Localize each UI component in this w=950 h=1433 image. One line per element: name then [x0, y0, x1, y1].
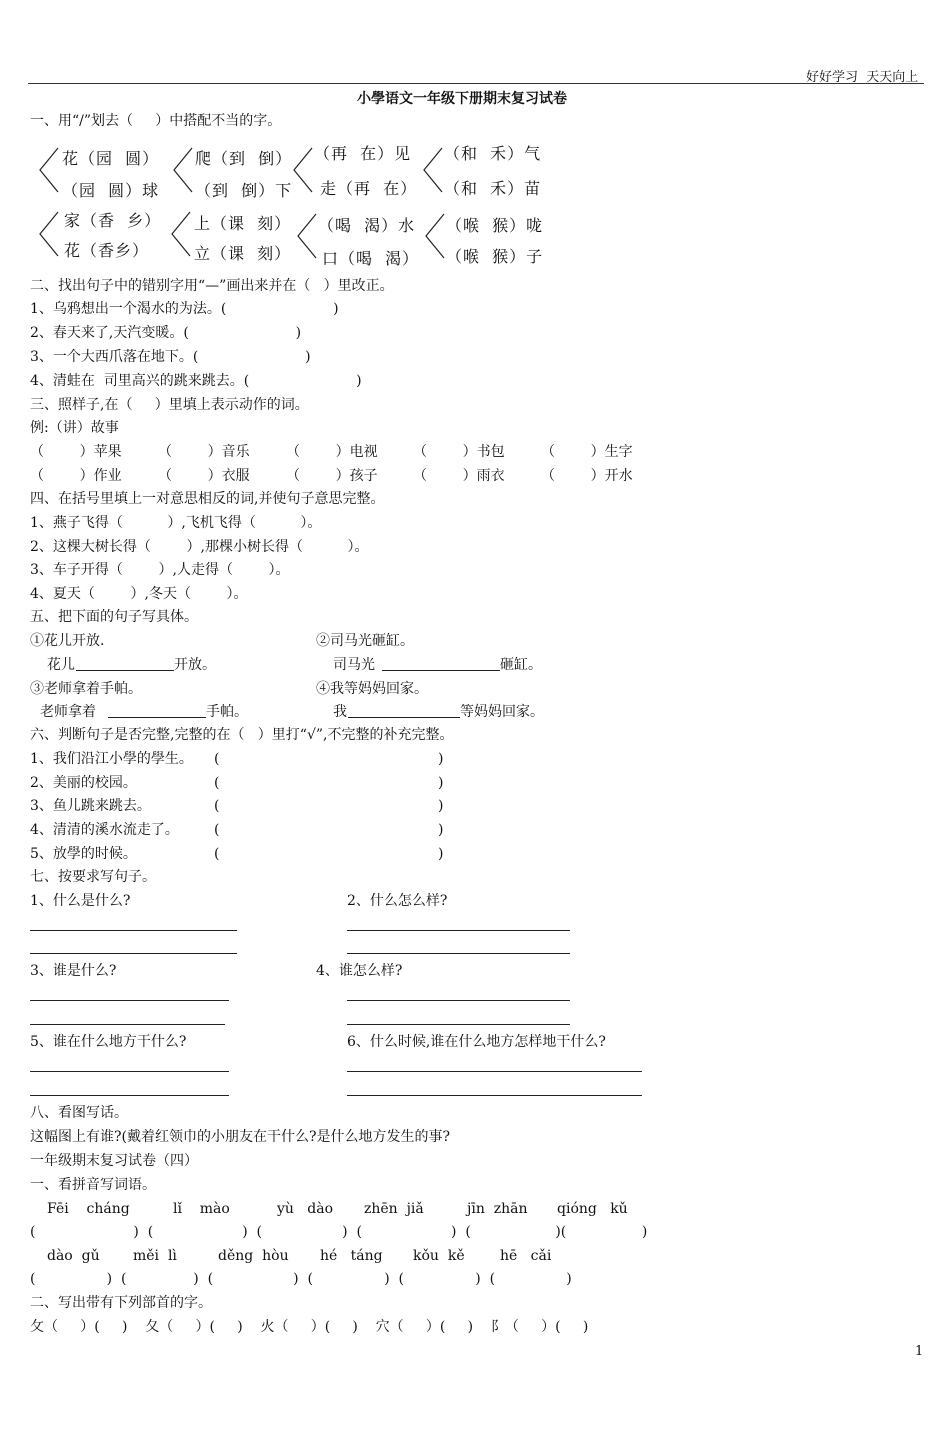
s2-item-3: 3、一个大西爪落在地下。( ) — [30, 349, 311, 365]
s5-a3-blank[interactable] — [108, 717, 206, 718]
s5-q2: ②司马光砸缸。 — [316, 633, 414, 649]
part2-title: 一年级期末复习试卷（四） — [30, 1153, 198, 1169]
s6-close-5: ) — [438, 846, 444, 862]
page-number: 1 — [915, 1344, 924, 1359]
group4-bottom: （和 禾）苗 — [444, 179, 542, 198]
s5-a2-start: 司马光 — [333, 657, 375, 673]
pinyin-1-4: zhēn jiǎ — [364, 1201, 424, 1217]
section5-title: 五、把下面的句子写具体。 — [30, 609, 198, 625]
s7-q6: 6、什么时候,谁在什么地方怎样地干什么? — [347, 1034, 606, 1050]
pinyin-1-6: qióng kǔ — [557, 1201, 628, 1217]
s7-line-3b[interactable] — [30, 1024, 225, 1025]
group3-bottom: 走（再 在） — [320, 179, 418, 198]
s4-item-2: 2、这棵大树长得（ ）,那棵小树长得（ ）。 — [30, 539, 369, 555]
pinyin-2-4: hé táng — [320, 1248, 383, 1264]
s6-open-4: ( — [214, 822, 220, 838]
pinyin-1-2: lǐ mào — [173, 1201, 230, 1217]
s7-q2: 2、什么怎么样? — [347, 893, 448, 909]
s3-r2-5: （ ）开水 — [541, 468, 633, 484]
part2-s2-title: 二、写出带有下列部首的字。 — [30, 1295, 212, 1311]
s6-item-3: 3、鱼儿跳来跳去。 — [30, 798, 151, 814]
s3-r1-1: （ ）苹果 — [30, 444, 122, 460]
s6-open-3: ( — [214, 798, 220, 814]
s5-a1-start: 花儿 — [47, 657, 75, 673]
s7-line-6a[interactable] — [347, 1071, 642, 1072]
group3-top: （再 在）见 — [314, 144, 412, 163]
s2-item-2: 2、春天来了,天汽变暖。( ) — [30, 325, 302, 341]
s7-line-1a[interactable] — [30, 930, 237, 931]
s7-q5: 5、谁在什么地方干什么? — [30, 1034, 187, 1050]
group6-bottom: 立（课 刻） — [194, 244, 292, 263]
section6-title: 六、判断句子是否完整,完整的在（ ）里打“√”,不完整的补充完整。 — [30, 727, 454, 743]
s7-line-1b[interactable] — [30, 953, 237, 954]
group7-bottom: 口（喝 渴） — [322, 249, 420, 268]
pinyin-1-5: jīn zhān — [467, 1201, 528, 1217]
s7-q1: 1、什么是什么? — [30, 893, 131, 909]
header-motto: 好好学习 天天向上 — [806, 70, 919, 85]
s5-a4-end: 等妈妈回家。 — [460, 704, 544, 720]
s6-item-4: 4、清清的溪水流走了。 — [30, 822, 179, 838]
s3-r2-4: （ ）雨衣 — [413, 468, 505, 484]
s5-a1-blank[interactable] — [76, 670, 174, 671]
s6-item-1: 1、我们沿江小學的學生。 — [30, 751, 193, 767]
s4-item-4: 4、夏天（ ）,冬天（ ）。 — [30, 586, 248, 602]
s4-item-3: 3、车子开得（ ）,人走得（ ）。 — [30, 562, 290, 578]
section4-title: 四、在括号里填上一对意思相反的词,并使句子意思完整。 — [30, 491, 385, 507]
s3-r2-3: （ ）孩子 — [286, 468, 378, 484]
s3-r1-5: （ ）生字 — [541, 444, 633, 460]
pinyin-1-3: yù dào — [277, 1201, 334, 1217]
s7-line-4b[interactable] — [347, 1024, 570, 1025]
pinyin-2-5: kǒu kě — [413, 1248, 465, 1264]
s2-item-4: 4、清蛙在 司里高兴的跳来跳去。( ) — [30, 373, 362, 389]
group5-top: 家（香 乡） — [64, 211, 162, 230]
s5-q3: ③老师拿着手帕。 — [30, 681, 142, 697]
part2-s1-title: 一、看拼音写词语。 — [30, 1177, 156, 1193]
s7-line-6b[interactable] — [347, 1095, 642, 1096]
brackets-row-2[interactable]: ( ) ( ) ( ) ( ) ( ) ( ) — [30, 1271, 572, 1287]
s4-item-1: 1、燕子飞得（ ）,飞机飞得（ ）。 — [30, 515, 322, 531]
group5-bottom: 花（香乡） — [64, 241, 150, 260]
s5-a2-end: 砸缸。 — [500, 657, 542, 673]
section1-title: 一、用“/”划去（ ）中搭配不当的字。 — [30, 113, 282, 129]
s3-r2-1: （ ）作业 — [30, 468, 122, 484]
section2-title: 二、找出句子中的错别字用“—”画出来并在（ ）里改正。 — [30, 278, 394, 294]
group8-bottom: （喉 猴）子 — [446, 247, 544, 266]
brackets-row-1[interactable]: ( ) ( ) ( ) ( ) ( )( ) — [30, 1224, 648, 1240]
s7-q3: 3、谁是什么? — [30, 963, 117, 979]
s6-close-3: ) — [438, 798, 444, 814]
s3-example: 例:（讲）故事 — [30, 420, 119, 436]
s6-close-4: ) — [438, 822, 444, 838]
pinyin-2-1: dào gǔ — [47, 1248, 100, 1264]
s7-line-5b[interactable] — [30, 1095, 229, 1096]
s7-line-3a[interactable] — [30, 1000, 229, 1001]
group1-bottom: （园 圆）球 — [62, 181, 160, 200]
group1-top: 花（园 圆） — [62, 149, 160, 168]
group2-top: 爬（到 倒） — [195, 149, 293, 168]
s7-line-2a[interactable] — [347, 930, 570, 931]
pinyin-1-1: Fēi cháng — [47, 1201, 130, 1217]
s7-line-2b[interactable] — [347, 953, 570, 954]
s5-a1-end: 开放。 — [174, 657, 216, 673]
group2-bottom: （到 倒）下 — [195, 181, 293, 200]
s5-a4-start: 我 — [333, 704, 347, 720]
s7-line-5a[interactable] — [30, 1071, 229, 1072]
s6-item-2: 2、美丽的校园。 — [30, 775, 137, 791]
s3-r1-2: （ ）音乐 — [158, 444, 250, 460]
s5-q1: ①花儿开放. — [30, 633, 105, 649]
pinyin-2-2: měi lì — [133, 1248, 177, 1264]
s5-a4-blank[interactable] — [348, 717, 460, 718]
s6-open-2: ( — [214, 775, 220, 791]
s6-open-1: ( — [214, 751, 220, 767]
group8-top: （喉 猴）咙 — [446, 216, 544, 235]
s2-item-1: 1、乌鸦想出一个渴水的为法。( ) — [30, 301, 339, 317]
section3-title: 三、照样子,在（ ）里填上表示动作的词。 — [30, 397, 309, 413]
page-title: 小學语文一年级下册期末复习试卷 — [357, 91, 567, 107]
group4-top: （和 禾）气 — [444, 144, 542, 163]
pinyin-2-6: hē cǎi — [500, 1248, 552, 1264]
section7-title: 七、按要求写句子。 — [30, 869, 156, 885]
group7-top: （喝 渴）水 — [318, 216, 416, 235]
section8-title: 八、看图写话。 — [30, 1105, 128, 1121]
s8-prompt: 这幅图上有谁?(戴着红领巾的小朋友在干什么?是什么地方发生的事? — [30, 1129, 450, 1145]
s3-r1-4: （ ）书包 — [413, 444, 505, 460]
s7-line-4a[interactable] — [347, 1000, 570, 1001]
s5-q4: ④我等妈妈回家。 — [316, 681, 428, 697]
s6-close-1: ) — [438, 751, 444, 767]
s6-open-5: ( — [214, 846, 220, 862]
s5-a3-start: 老师拿着 — [40, 704, 96, 720]
pinyin-2-3: děng hòu — [218, 1248, 289, 1264]
s6-item-5: 5、放學的时候。 — [30, 846, 137, 862]
s5-a3-end: 手帕。 — [206, 704, 248, 720]
s3-r1-3: （ ）电视 — [286, 444, 378, 460]
s7-q4: 4、谁怎么样? — [316, 963, 403, 979]
s5-a2-blank[interactable] — [382, 670, 500, 671]
radicals-row[interactable]: 攵（ ）( ) 夂（ ）( ) 火（ ）( ) 穴（ ）( ) 阝（ ）( ) — [30, 1319, 589, 1335]
s6-close-2: ) — [438, 775, 444, 791]
group6-top: 上（课 刻） — [194, 214, 292, 233]
s3-r2-2: （ ）衣服 — [158, 468, 250, 484]
